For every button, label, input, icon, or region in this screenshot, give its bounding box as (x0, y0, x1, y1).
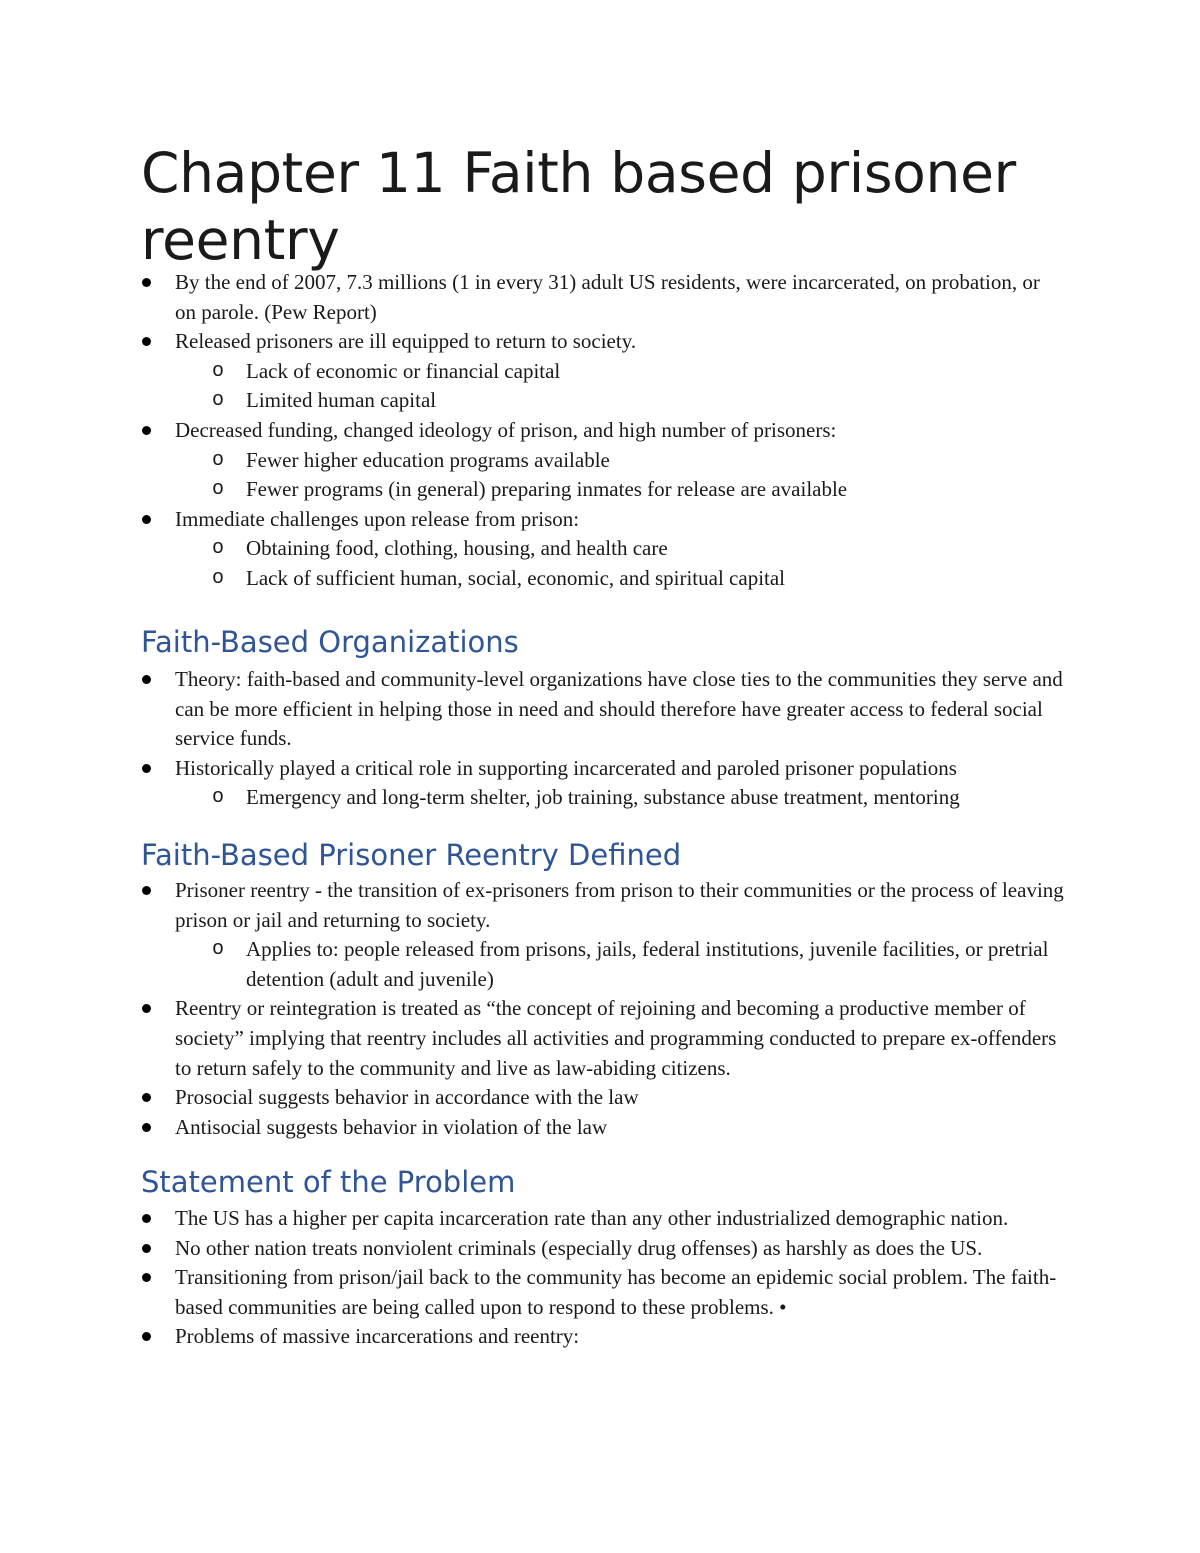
list-item: Immediate challenges upon release from prison: (0, 505, 1065, 535)
sub-list-item: o Lack of economic or financial capital (0, 357, 1066, 387)
list-item: Problems of massive incarcerations and reentry: (0, 1322, 1065, 1352)
section-heading-faith-based-organizations: Faith-Based Organizations (141, 625, 519, 659)
list-item: Theory: faith-based and community-level organizations have close ties to the communities they serve and can be more efficient in helping those in need and should therefore have greater access to federal social service funds. (0, 665, 1065, 754)
list-item: Reentry or reintegration is treated as “the concept of rejoining and becoming a productive member of society” implying that reentry includes all activities and programming conducted to prepare ex-offenders to return safely to the community and live as law-abiding citizens. (0, 994, 1065, 1083)
sub-list-item: o Fewer higher education programs available (0, 446, 1066, 476)
sub-list-item: o Applies to: people released from prisons, jails, federal institutions, juvenile facilities, or pretrial detention (adult and juvenile) (0, 935, 1066, 994)
sub-list-item: o Fewer programs (in general) preparing inmates for release are available (0, 475, 1066, 505)
problem-list (0, 1204, 1200, 1352)
defined-list (0, 876, 1200, 1142)
list-item: The US has a higher per capita incarceration rate than any other industrialized demographic nation. (0, 1204, 1065, 1234)
sub-list-item: o Limited human capital (0, 386, 1066, 416)
list-item: No other nation treats nonviolent criminals (especially drug offenses) as harshly as does the US. (0, 1234, 1065, 1264)
list-item: Released prisoners are ill equipped to return to society. (0, 327, 1065, 357)
sub-list-item: o Lack of sufficient human, social, economic, and spiritual capital (0, 564, 1066, 594)
list-item: Transitioning from prison/jail back to the community has become an epidemic social problem. The faith-based communities are being called upon to respond to these problems. • (0, 1263, 1065, 1322)
sub-list-item: o Emergency and long-term shelter, job training, substance abuse treatment, mentoring (0, 783, 1066, 813)
sub-list-item: o Obtaining food, clothing, housing, and health care (0, 534, 1066, 564)
list-item: Prisoner reentry - the transition of ex-prisoners from prison to their communities or the process of leaving prison or jail and returning to society. (0, 876, 1065, 935)
list-item: Historically played a critical role in supporting incarcerated and paroled prisoner populations (0, 754, 1065, 784)
section-heading-statement-of-problem: Statement of the Problem (141, 1165, 516, 1199)
list-item: Prosocial suggests behavior in accordance with the law (0, 1083, 1065, 1113)
page-title: Chapter 11 Faith based prisoner reentry (141, 141, 1016, 272)
intro-list (0, 268, 1200, 594)
fbo-list (0, 665, 1200, 813)
list-item: Decreased funding, changed ideology of prison, and high number of prisoners: (0, 416, 1065, 446)
list-item: By the end of 2007, 7.3 millions (1 in every 31) adult US residents, were incarcerated, on probation, or on parole. (Pew Report) (0, 268, 1065, 327)
section-heading-reentry-defined: Faith-Based Prisoner Reentry Defined (141, 838, 682, 872)
list-item: Antisocial suggests behavior in violation of the law (0, 1113, 1065, 1143)
